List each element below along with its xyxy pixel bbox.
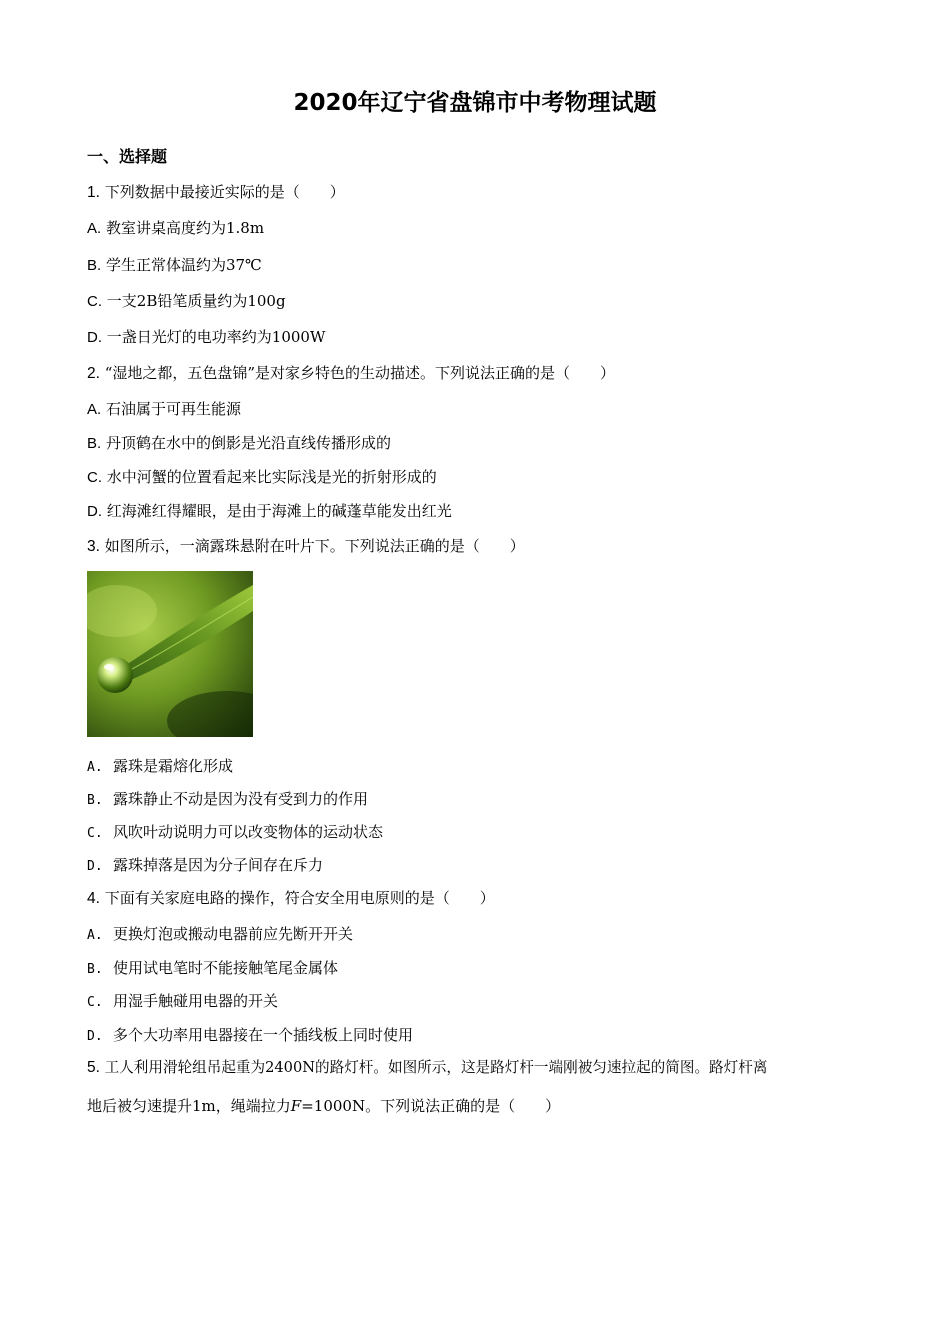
- option-letter: B.: [87, 257, 102, 274]
- dew-drop-leaf-photo: [87, 571, 253, 737]
- option-letter: B.: [87, 962, 103, 977]
- option-letter: A.: [87, 928, 103, 943]
- option-text: 教室讲桌高度约为1.8m: [105, 219, 265, 237]
- option-text: 用湿手触碰用电器的开关: [113, 992, 279, 1010]
- force-variable: F: [290, 1097, 302, 1115]
- option-letter: C.: [87, 293, 102, 310]
- option-text: 一盏日光灯的电功率约为1000W: [106, 328, 326, 346]
- question-text: “湿地之都，五色盘锦”是对家乡特色的生动描述。下列说法正确的是（ ）: [104, 364, 616, 382]
- question-text-part2: =1000N。下列说法正确的是（ ）: [301, 1097, 561, 1115]
- option-letter: D.: [87, 503, 102, 520]
- option-text: 多个大功率用电器接在一个插线板上同时使用: [113, 1026, 414, 1044]
- option-letter: D.: [87, 1029, 103, 1044]
- question-5-stem-line1: [87, 1057, 767, 1079]
- option-text: 露珠是霜熔化形成: [113, 757, 234, 775]
- q4-option-a: [87, 923, 353, 947]
- q3-option-b: [87, 788, 368, 812]
- option-letter: B.: [87, 793, 103, 808]
- option-text: 露珠掉落是因为分子间存在斥力: [113, 856, 324, 874]
- q4-option-d: [87, 1024, 413, 1048]
- question-text: 工人利用滑轮组吊起重为2400N的路灯杆。如图所示，这是路灯杆一端刚被匀速拉起的简图。路灯杆离: [104, 1059, 768, 1076]
- option-letter: B.: [87, 435, 102, 452]
- option-letter: A.: [87, 220, 102, 237]
- question-number: 1.: [87, 184, 100, 201]
- q3-option-d: [87, 854, 323, 878]
- question-4-stem: [87, 887, 495, 910]
- q2-option-a: [87, 398, 241, 421]
- section-heading: 一、选择题: [87, 147, 168, 166]
- option-letter: C.: [87, 826, 103, 841]
- option-text: 一支2B铅笔质量约为100g: [106, 292, 286, 310]
- q1-option-b: [87, 254, 262, 277]
- q2-option-d: [87, 500, 452, 523]
- question-number: 3.: [87, 538, 100, 555]
- q1-option-a: [87, 217, 264, 240]
- q2-option-c: [87, 466, 437, 489]
- question-number: 2.: [87, 365, 100, 382]
- page-title: 2020年辽宁省盘锦市中考物理试题: [293, 90, 657, 116]
- option-text: 使用试电笔时不能接触笔尾金属体: [113, 959, 339, 977]
- option-text: 学生正常体温约为37℃: [105, 256, 262, 274]
- option-text: 更换灯泡或搬动电器前应先断开开关: [113, 925, 354, 943]
- q4-option-c: [87, 990, 278, 1014]
- option-text: 水中河蟹的位置看起来比实际浅是光的折射形成的: [106, 468, 437, 486]
- option-letter: A.: [87, 760, 103, 775]
- option-text: 风吹叶动说明力可以改变物体的运动状态: [113, 823, 384, 841]
- question-text-part1: 地后被匀速提升1m，绳端拉力: [87, 1097, 291, 1115]
- option-text: 露珠静止不动是因为没有受到力的作用: [113, 790, 369, 808]
- option-text: 红海滩红得耀眼，是由于海滩上的碱蓬草能发出红光: [106, 502, 452, 520]
- q3-option-a: [87, 755, 233, 779]
- question-2-stem: [87, 362, 615, 385]
- option-letter: C.: [87, 995, 103, 1010]
- q4-option-b: [87, 957, 338, 981]
- q2-option-b: [87, 432, 391, 455]
- option-text: 石油属于可再生能源: [105, 400, 241, 418]
- question-number: 4.: [87, 890, 100, 907]
- question-1-stem: [87, 181, 345, 204]
- q3-option-c: [87, 821, 383, 845]
- question-3-stem: [87, 535, 525, 558]
- dew-drop: [97, 657, 133, 693]
- option-text: 丹顶鹤在水中的倒影是光沿直线传播形成的: [105, 434, 391, 452]
- q1-option-d: [87, 326, 325, 349]
- question-5-stem-line2: [87, 1095, 560, 1117]
- question-text: 下面有关家庭电路的操作，符合安全用电原则的是（ ）: [104, 889, 495, 907]
- question-text: 如图所示，一滴露珠悬附在叶片下。下列说法正确的是（ ）: [104, 537, 525, 555]
- question-text: 下列数据中最接近实际的是（ ）: [104, 183, 345, 201]
- dew-drop-leaf-image: [87, 571, 253, 737]
- option-letter: D.: [87, 329, 102, 346]
- option-letter: C.: [87, 469, 102, 486]
- q1-option-c: [87, 290, 286, 313]
- option-letter: A.: [87, 401, 102, 418]
- question-number: 5.: [87, 1059, 100, 1076]
- option-letter: D.: [87, 859, 103, 874]
